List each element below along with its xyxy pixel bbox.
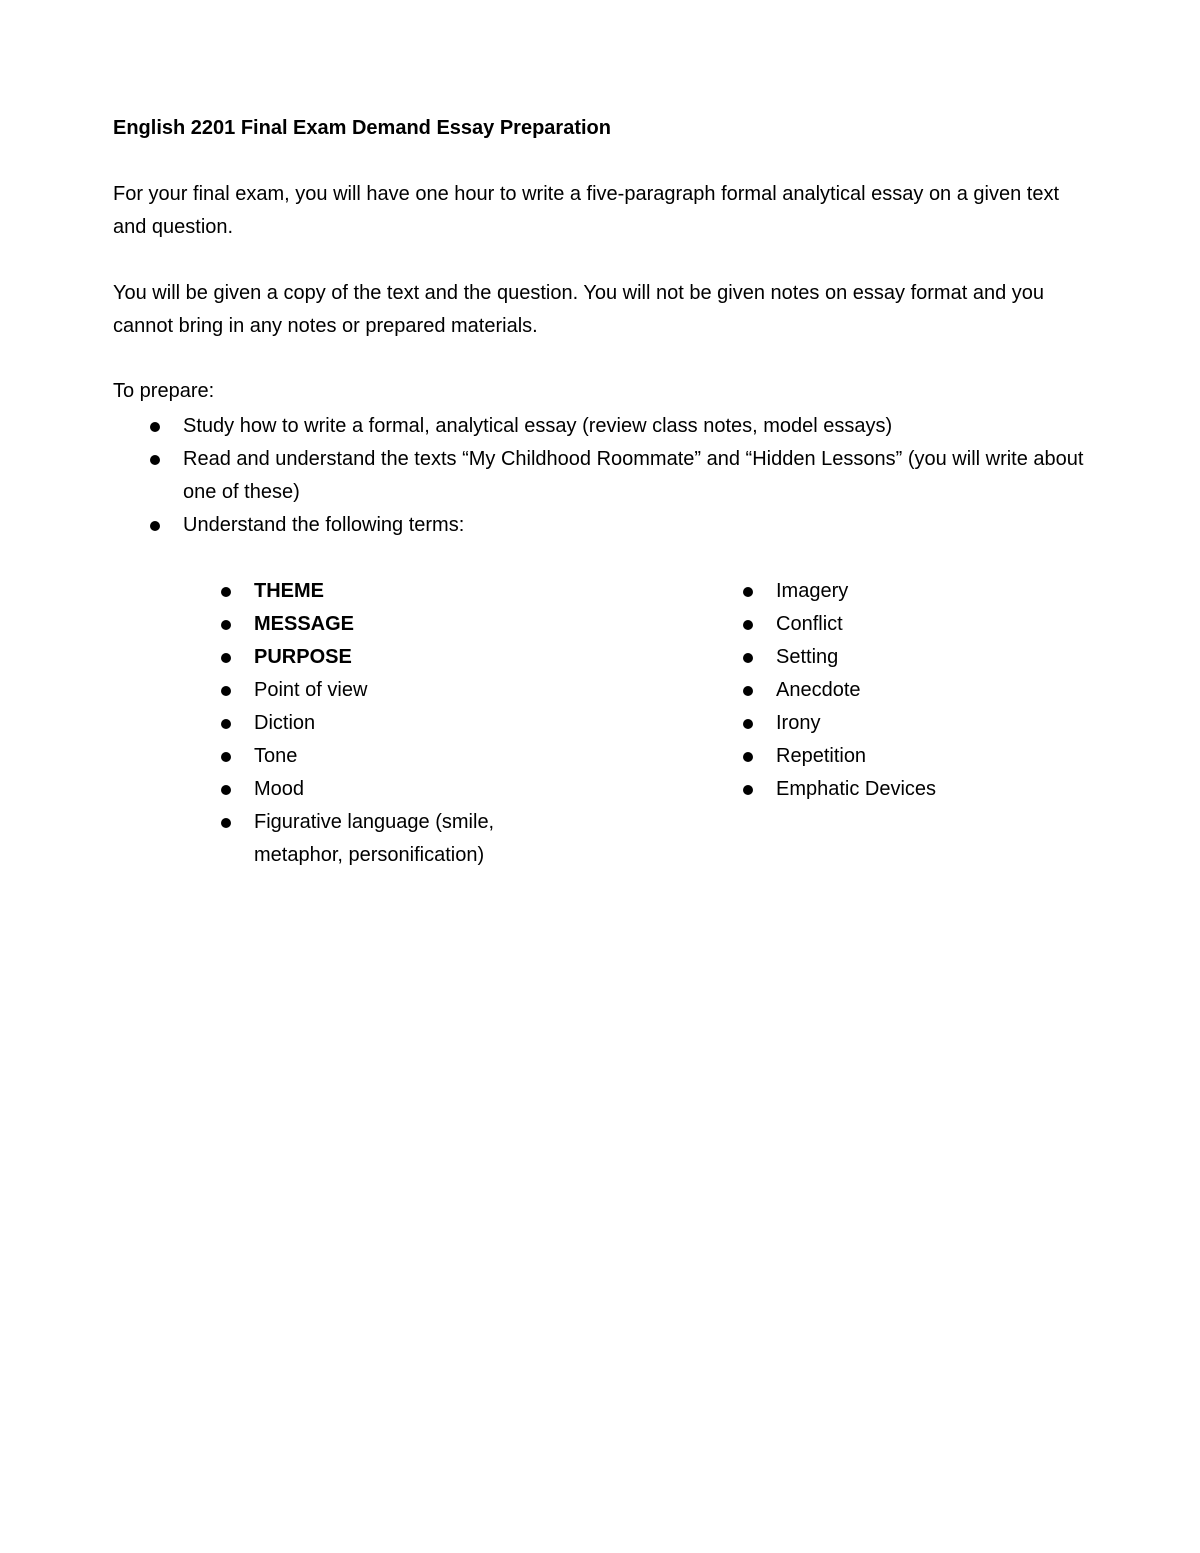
term-item [743,674,1043,707]
document-title: English 2201 Final Exam Demand Essay Preparation [113,117,611,139]
term-text: Tone [254,745,298,767]
term-text: MESSAGE [254,613,355,635]
term-text: Anecdote [776,679,861,701]
bullet-icon [221,653,231,663]
term-text: Setting [776,646,839,668]
term-text: Point of view [254,679,368,701]
term-text: Irony [776,712,821,734]
term-item [221,806,521,872]
term-item [221,575,521,608]
term-item [743,773,1043,806]
term-text: PURPOSE [254,646,352,668]
term-item [221,707,521,740]
term-item [221,608,521,641]
bullet-icon [221,686,231,696]
materials-paragraph: You will be given a copy of the text and the question. You will not be given notes on essay format and you cannot bring in any notes or prepared materials. [113,282,1044,337]
prepare-item-text: Study how to write a formal, analytical essay (review class notes, model essays) [183,415,893,437]
term-item [743,608,1043,641]
bullet-icon [743,686,753,696]
prepare-item-text: Understand the following terms: [183,514,465,536]
terms-list-left [221,575,521,872]
bullet-icon [743,587,753,597]
bullet-icon [221,587,231,597]
term-item [221,641,521,674]
bullet-icon [221,785,231,795]
prepare-item [150,509,1090,542]
term-text: THEME [254,580,324,602]
prepare-list [150,410,1090,542]
term-text: Mood [254,778,305,800]
term-text: Imagery [776,580,849,602]
bullet-icon [150,521,160,531]
term-item [221,740,521,773]
prepare-item [150,443,1090,509]
bullet-icon [150,422,160,432]
term-text: Emphatic Devices [776,778,937,800]
term-text: Figurative language (smile, metaphor, personification) [254,811,495,866]
bullet-icon [743,620,753,630]
term-item [221,773,521,806]
prepare-item-text: Read and understand the texts “My Childhood Roommate” and “Hidden Lessons” (you will write about one of these) [183,448,1084,503]
term-item [743,740,1043,773]
bullet-icon [743,653,753,663]
term-item [743,575,1043,608]
bullet-icon [221,719,231,729]
term-text: Diction [254,712,316,734]
term-item [743,641,1043,674]
term-item [743,707,1043,740]
term-text: Repetition [776,745,867,767]
bullet-icon [150,455,160,465]
prepare-heading: To prepare: [113,380,215,402]
bullet-icon [221,620,231,630]
prepare-item [150,410,1090,443]
terms-list-right [743,575,1043,806]
bullet-icon [743,719,753,729]
bullet-icon [743,752,753,762]
term-text: Conflict [776,613,843,635]
bullet-icon [221,752,231,762]
bullet-icon [743,785,753,795]
term-item [221,674,521,707]
intro-paragraph: For your final exam, you will have one hour to write a five-paragraph formal analytical essay on a given text and question. [113,183,1060,238]
bullet-icon [221,818,231,828]
